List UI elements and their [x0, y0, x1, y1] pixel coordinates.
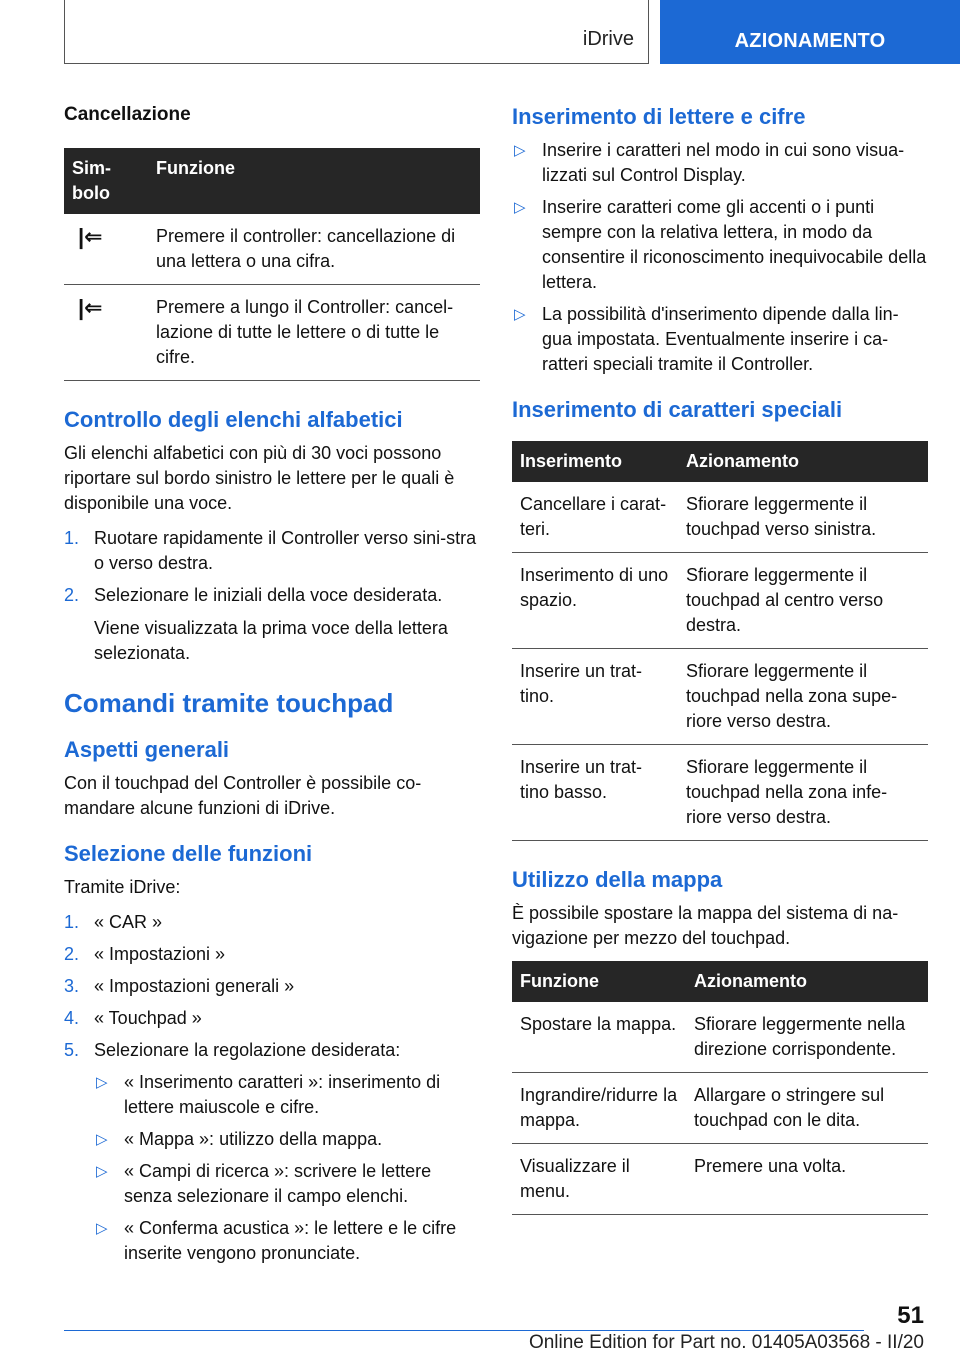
delete-row-text: Premere a lungo il Controller: cancel-lazione di tutte le lettere o di tutte le cifre.: [148, 285, 480, 381]
option-text: « Mappa »: utilizzo della mappa.: [124, 1129, 383, 1149]
list-item: [94, 1159, 480, 1209]
step-number: 4.: [64, 1008, 80, 1028]
triangle-bullet-icon: ▷: [514, 142, 526, 159]
step-number: 1.: [64, 528, 80, 548]
table-cell: Allargare o stringere sul touchpad con le dita.: [686, 1073, 928, 1144]
map-head-function: Funzione: [512, 961, 686, 1002]
table-row: [512, 745, 928, 841]
special-head-action: Azionamento: [678, 441, 928, 482]
header-chapter: AZIONAMENTO: [660, 0, 960, 64]
list-item: [64, 910, 480, 935]
table-cell: Sfiorare leggermente il touchpad verso sinistra.: [678, 482, 928, 553]
delete-title: Cancellazione: [64, 104, 191, 125]
map-text: È possibile spostare la mappa del sistema di na-vigazione per mezzo del touchpad.: [512, 903, 899, 948]
general-text: Con il touchpad del Controller è possibile co-mandare alcune funzioni di iDrive.: [64, 773, 422, 818]
triangle-bullet-icon: ▷: [96, 1163, 108, 1180]
table-row: [512, 649, 928, 745]
special-table: [512, 441, 928, 841]
table-cell: Visualizzare il menu.: [512, 1144, 686, 1215]
list-item: [64, 583, 480, 666]
table-cell: Cancellare i carat-teri.: [512, 482, 678, 553]
map-title: Utilizzo della mappa: [512, 867, 723, 892]
header-section: iDrive: [582, 28, 634, 50]
select-steps: [64, 910, 480, 1266]
alpha-text: Gli elenchi alfabetici con più di 30 voci possono riportare sul bordo sinistro le lettere per le quali è disponibile una voce.: [64, 443, 455, 513]
right-column: [512, 100, 928, 1215]
page-number: 51: [897, 1302, 924, 1329]
step-extra: Viene visualizzata la prima voce della lettera selezionata.: [94, 618, 448, 663]
table-cell: Premere una volta.: [686, 1144, 928, 1215]
step-text: « Impostazioni generali »: [94, 976, 295, 996]
triangle-bullet-icon: ▷: [96, 1074, 108, 1091]
list-item: [64, 1038, 480, 1266]
header-box: [64, 0, 649, 64]
step-text: « Touchpad »: [94, 1008, 202, 1028]
triangle-bullet-icon: ▷: [96, 1131, 108, 1148]
table-cell: Sfiorare leggermente il touchpad al centro verso destra.: [678, 553, 928, 649]
table-row: [512, 1144, 928, 1215]
table-cell: Sfiorare leggermente nella direzione corrispondente.: [686, 1002, 928, 1073]
footer-divider: [64, 1330, 864, 1331]
table-cell: Inserire un trat-tino.: [512, 649, 678, 745]
delete-icon: |⇐: [64, 214, 148, 285]
table-cell: Spostare la mappa.: [512, 1002, 686, 1073]
alpha-steps: [64, 526, 480, 666]
list-item: [64, 1006, 480, 1031]
select-intro: Tramite iDrive:: [64, 877, 181, 897]
table-cell: Inserire un trat-tino basso.: [512, 745, 678, 841]
list-item: [94, 1070, 480, 1120]
map-head-action: Azionamento: [686, 961, 928, 1002]
table-row: [512, 1002, 928, 1073]
table-cell: Sfiorare leggermente il touchpad nella zona infe-riore verso destra.: [678, 745, 928, 841]
list-item: [64, 942, 480, 967]
table-row: [64, 214, 480, 285]
special-head-input: Inserimento: [512, 441, 678, 482]
triangle-bullet-icon: ▷: [514, 306, 526, 323]
triangle-bullet-icon: ▷: [514, 199, 526, 216]
delete-head-symbol: Sim- bolo: [64, 148, 148, 214]
delete-icon: |⇐: [64, 285, 148, 381]
list-item: [64, 974, 480, 999]
step-number: 1.: [64, 912, 80, 932]
triangle-bullet-icon: ▷: [96, 1220, 108, 1237]
input-title: Inserimento di lettere e cifre: [512, 104, 806, 129]
left-column: [64, 100, 480, 1278]
footer-edition: Online Edition for Part no. 01405A03568 - II/20: [528, 1332, 924, 1353]
bullet-text: Inserire i caratteri nel modo in cui sono visua-lizzati sul Control Display.: [542, 140, 905, 185]
table-cell: Inserimento di uno spazio.: [512, 553, 678, 649]
bullet-text: Inserire caratteri come gli accenti o i punti sempre con la relativa lettera, in modo da consentire il riconoscimento inequivocabile della lettera.: [542, 197, 927, 292]
step-number: 3.: [64, 976, 80, 996]
step-text: « CAR »: [94, 912, 163, 932]
list-item: [94, 1216, 480, 1266]
alpha-title: Controllo degli elenchi alfabetici: [64, 407, 403, 432]
step-text: Selezionare la regolazione desiderata:: [94, 1040, 401, 1060]
bullet-text: La possibilità d'inserimento dipende dalla lin-gua impostata. Eventualmente inserire i ca-ratteri speciali tramite il Controller.: [542, 304, 899, 374]
step-text: « Impostazioni »: [94, 944, 226, 964]
option-text: « Campi di ricerca »: scrivere le lettere senza selezionare il campo elenchi.: [124, 1161, 432, 1206]
delete-head-function: Funzione: [148, 148, 480, 214]
general-title: Aspetti generali: [64, 737, 230, 762]
list-item: [512, 195, 928, 295]
table-row: [512, 1073, 928, 1144]
list-item: [512, 302, 928, 377]
delete-table: [64, 148, 480, 381]
delete-row-text: Premere il controller: cancellazione di una lettera o una cifra.: [148, 214, 480, 285]
table-cell: Ingrandire/ridurre la mappa.: [512, 1073, 686, 1144]
input-bullets: [512, 138, 928, 377]
table-row: [64, 285, 480, 381]
list-item: [512, 138, 928, 188]
option-text: « Conferma acustica »: le lettere e le cifre inserite vengono pronunciate.: [124, 1218, 457, 1263]
step-text: Selezionare le iniziali della voce desiderata.: [94, 585, 443, 605]
select-options: [94, 1070, 480, 1266]
special-title: Inserimento di caratteri speciali: [512, 397, 843, 422]
table-row: [512, 482, 928, 553]
touch-title: Comandi tramite touchpad: [64, 688, 394, 718]
list-item: [94, 1127, 480, 1152]
select-title: Selezione delle funzioni: [64, 841, 313, 866]
step-number: 2.: [64, 944, 80, 964]
table-cell: Sfiorare leggermente il touchpad nella zona supe-riore verso destra.: [678, 649, 928, 745]
list-item: [64, 526, 480, 576]
option-text: « Inserimento caratteri »: inserimento di lettere maiuscole e cifre.: [124, 1072, 441, 1117]
map-table: [512, 961, 928, 1215]
step-text: Ruotare rapidamente il Controller verso sini-stra o verso destra.: [94, 528, 477, 573]
step-number: 2.: [64, 585, 80, 605]
table-row: [512, 553, 928, 649]
step-number: 5.: [64, 1040, 80, 1060]
